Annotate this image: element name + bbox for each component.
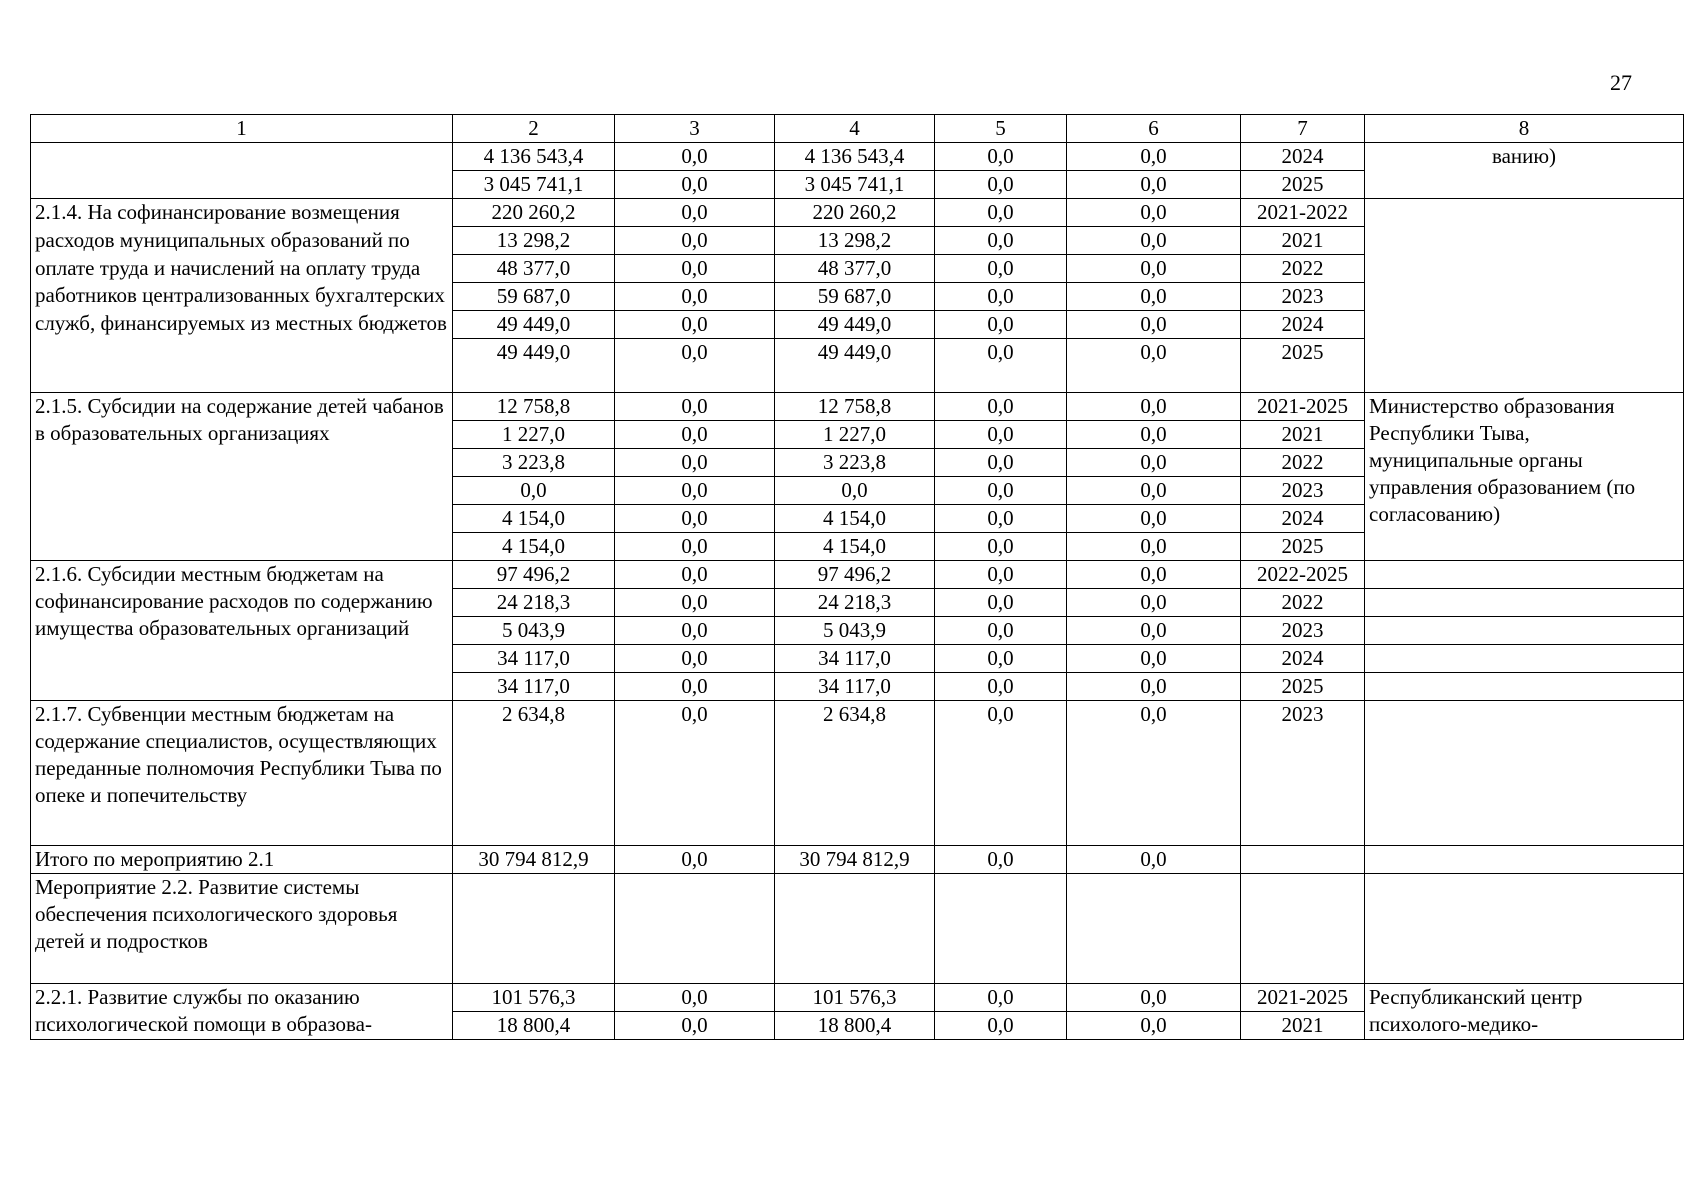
table-cell: 0,0: [935, 846, 1067, 874]
table-cell: 0,0: [615, 421, 775, 449]
table-cell: 4 136 543,4: [775, 143, 935, 171]
table-cell: 2021: [1241, 227, 1365, 255]
page-number: 27: [1610, 70, 1632, 95]
table-cell: 220 260,2: [775, 199, 935, 227]
table-cell: 0,0: [1067, 477, 1241, 505]
table-cell: 0,0: [935, 227, 1067, 255]
table-cell: 0,0: [1067, 589, 1241, 617]
table-row: [31, 846, 1684, 874]
empty-cell: [1365, 561, 1684, 589]
table-cell: 0,0: [1067, 505, 1241, 533]
table-cell: 30 794 812,9: [453, 846, 615, 874]
table-cell: 0,0: [1067, 984, 1241, 1012]
table-row: [31, 984, 1684, 1012]
table-cell: 3 045 741,1: [775, 171, 935, 199]
empty-cell: [1365, 617, 1684, 645]
table-cell: 0,0: [935, 701, 1067, 846]
table-cell: 0,0: [1067, 449, 1241, 477]
header-row: [31, 115, 1684, 143]
table-cell: 2025: [1241, 533, 1365, 561]
table-cell: 0,0: [935, 143, 1067, 171]
item-2-1-5-title: 2.1.5. Субсидии на содержание детей чабанов в образовательных организациях: [31, 393, 453, 561]
table-cell: 0,0: [615, 1012, 775, 1040]
table-cell: 0,0: [615, 311, 775, 339]
table-cell: 2023: [1241, 617, 1365, 645]
table-cell: 5 043,9: [775, 617, 935, 645]
table-cell: 2 634,8: [453, 701, 615, 846]
table-cell: 2025: [1241, 171, 1365, 199]
empty-cell: [1067, 874, 1241, 984]
table-cell: 13 298,2: [775, 227, 935, 255]
table-cell: 49 449,0: [775, 339, 935, 393]
table-cell: 59 687,0: [775, 283, 935, 311]
empty-cell: [1365, 874, 1684, 984]
table-cell: 4 136 543,4: [453, 143, 615, 171]
table-cell: 0,0: [615, 701, 775, 846]
empty-cell: [31, 143, 453, 199]
table-cell: 34 117,0: [453, 673, 615, 701]
table-cell: 0,0: [1067, 227, 1241, 255]
table-cell: 0,0: [615, 561, 775, 589]
table-cell: 34 117,0: [453, 645, 615, 673]
table-cell: 48 377,0: [775, 255, 935, 283]
table-cell: 0,0: [1067, 1012, 1241, 1040]
table-cell: 0,0: [615, 339, 775, 393]
table-cell: 0,0: [935, 255, 1067, 283]
table-cell: 0,0: [935, 533, 1067, 561]
table-row: [31, 143, 1684, 171]
table-cell: 2021-2022: [1241, 199, 1365, 227]
table-cell: 48 377,0: [453, 255, 615, 283]
empty-cell: [935, 874, 1067, 984]
table-cell: 0,0: [935, 171, 1067, 199]
table-cell: 1 227,0: [775, 421, 935, 449]
table-cell: 97 496,2: [453, 561, 615, 589]
item-2-1-7-title: 2.1.7. Субвенции местным бюджетам на содержание специалистов, осуществляющих переданные полномочия Республики Тыва по опеке и попечительству: [31, 701, 453, 846]
table-cell: 0,0: [615, 846, 775, 874]
table-cell: 0,0: [935, 199, 1067, 227]
table-row: [31, 199, 1684, 227]
table-cell: 0,0: [615, 984, 775, 1012]
total-2-1-label: Итого по мероприятию 2.1: [31, 846, 453, 874]
table-cell: 2021: [1241, 1012, 1365, 1040]
table-cell: 59 687,0: [453, 283, 615, 311]
table-cell: 3 223,8: [775, 449, 935, 477]
empty-cell: [1241, 874, 1365, 984]
table-cell: 2021-2025: [1241, 393, 1365, 421]
table-cell: 0,0: [1067, 701, 1241, 846]
budget-table: [30, 114, 1684, 1040]
table-cell: 0,0: [1067, 533, 1241, 561]
table-cell: [1241, 846, 1365, 874]
measure-2-2-label: Мероприятие 2.2. Развитие системы обеспечения психологического здоровья детей и подростков: [31, 874, 453, 984]
table-cell: 0,0: [453, 477, 615, 505]
table-cell: 0,0: [935, 617, 1067, 645]
empty-cell: [1365, 701, 1684, 846]
item-2-1-4-title: 2.1.4. На софинансирование возмещения расходов муниципальных образований по оплате труда и начислений на оплату труда работников централизованных бухгалтерских служб, финансируемых из местных бюджетов: [31, 199, 453, 393]
table-cell: 0,0: [935, 673, 1067, 701]
table-cell: 49 449,0: [453, 311, 615, 339]
table-cell: 0,0: [935, 393, 1067, 421]
table-cell: 34 117,0: [775, 673, 935, 701]
empty-cell: [615, 874, 775, 984]
table-cell: 2023: [1241, 477, 1365, 505]
table-cell: 0,0: [1067, 255, 1241, 283]
empty-cell: [1365, 589, 1684, 617]
table-cell: 0,0: [1067, 339, 1241, 393]
table-cell: 0,0: [1067, 645, 1241, 673]
table-cell: 0,0: [775, 477, 935, 505]
table-cell: 24 218,3: [775, 589, 935, 617]
table-cell: 4 154,0: [775, 505, 935, 533]
table-row: [31, 701, 1684, 846]
table-cell: 5 043,9: [453, 617, 615, 645]
table-cell: 18 800,4: [775, 1012, 935, 1040]
table-cell: 0,0: [615, 645, 775, 673]
header-cell: 7: [1241, 115, 1365, 143]
table-cell: 0,0: [615, 227, 775, 255]
responsible-cell: Министерство образования Республики Тыва, муниципальные органы управления образованием (по согласованию): [1365, 393, 1684, 561]
table-cell: 0,0: [1067, 617, 1241, 645]
table-cell: 101 576,3: [453, 984, 615, 1012]
table-cell: 2024: [1241, 505, 1365, 533]
header-cell: 2: [453, 115, 615, 143]
table-cell: 0,0: [615, 533, 775, 561]
header-cell: 4: [775, 115, 935, 143]
table-cell: 2024: [1241, 645, 1365, 673]
table-cell: 0,0: [1067, 143, 1241, 171]
table-cell: 30 794 812,9: [775, 846, 935, 874]
table-cell: 49 449,0: [775, 311, 935, 339]
table-cell: 0,0: [615, 143, 775, 171]
table-cell: 49 449,0: [453, 339, 615, 393]
table-cell: 0,0: [935, 561, 1067, 589]
table-cell: 0,0: [615, 199, 775, 227]
header-cell: 6: [1067, 115, 1241, 143]
table-cell: 4 154,0: [453, 505, 615, 533]
header-cell: 8: [1365, 115, 1684, 143]
table-cell: 12 758,8: [453, 393, 615, 421]
table-cell: 2022: [1241, 255, 1365, 283]
table-cell: 0,0: [935, 283, 1067, 311]
table-cell: 97 496,2: [775, 561, 935, 589]
table-cell: 3 223,8: [453, 449, 615, 477]
table-cell: 2025: [1241, 673, 1365, 701]
table-cell: 0,0: [615, 477, 775, 505]
table-cell: 0,0: [1067, 311, 1241, 339]
table-cell: 0,0: [615, 449, 775, 477]
table-cell: 101 576,3: [775, 984, 935, 1012]
table-cell: 2024: [1241, 143, 1365, 171]
table-cell: 2021: [1241, 421, 1365, 449]
table-row: [31, 393, 1684, 421]
table-cell: 0,0: [935, 589, 1067, 617]
table-cell: 0,0: [935, 477, 1067, 505]
table-cell: 0,0: [615, 505, 775, 533]
item-2-1-6-title: 2.1.6. Субсидии местным бюджетам на софинансирование расходов по содержанию имущества образовательных организаций: [31, 561, 453, 701]
empty-cell: [775, 874, 935, 984]
table-cell: 0,0: [615, 171, 775, 199]
table-cell: 0,0: [935, 645, 1067, 673]
table-cell: 4 154,0: [453, 533, 615, 561]
table-cell: 0,0: [935, 1012, 1067, 1040]
table-cell: 24 218,3: [453, 589, 615, 617]
header-cell: 3: [615, 115, 775, 143]
table-cell: 0,0: [935, 449, 1067, 477]
table-cell: 2024: [1241, 311, 1365, 339]
table-cell: 0,0: [935, 311, 1067, 339]
table-cell: 2022-2025: [1241, 561, 1365, 589]
table-cell: 13 298,2: [453, 227, 615, 255]
table-cell: 0,0: [1067, 283, 1241, 311]
table-cell: 2022: [1241, 449, 1365, 477]
table-cell: 0,0: [1067, 393, 1241, 421]
table-cell: 0,0: [935, 505, 1067, 533]
table-cell: 2025: [1241, 339, 1365, 393]
table-cell: 0,0: [615, 283, 775, 311]
empty-cell: [1365, 199, 1684, 393]
table-cell: 0,0: [1067, 199, 1241, 227]
table-cell: 2 634,8: [775, 701, 935, 846]
table-cell: 220 260,2: [453, 199, 615, 227]
item-2-2-1-title: 2.2.1. Развитие службы по оказанию психологической помощи в образова-: [31, 984, 453, 1040]
table-cell: 2022: [1241, 589, 1365, 617]
table-cell: 0,0: [935, 421, 1067, 449]
table-cell: 18 800,4: [453, 1012, 615, 1040]
table-cell: 0,0: [615, 673, 775, 701]
table-cell: 3 045 741,1: [453, 171, 615, 199]
header-cell: 5: [935, 115, 1067, 143]
table-cell: 0,0: [615, 255, 775, 283]
table-cell: 34 117,0: [775, 645, 935, 673]
table-cell: 0,0: [1067, 171, 1241, 199]
empty-cell: [1365, 645, 1684, 673]
table-cell: 0,0: [615, 393, 775, 421]
table-cell: 4 154,0: [775, 533, 935, 561]
table-row: [31, 561, 1684, 589]
table-cell: 0,0: [615, 589, 775, 617]
table-cell: 0,0: [1067, 673, 1241, 701]
responsible-cell: Республиканский центр психолого-медико-: [1365, 984, 1684, 1040]
table-cell: 1 227,0: [453, 421, 615, 449]
empty-cell: [1365, 846, 1684, 874]
table-cell: 0,0: [935, 339, 1067, 393]
table-cell: 0,0: [1067, 561, 1241, 589]
table-row: [31, 874, 1684, 984]
table-cell: 0,0: [935, 984, 1067, 1012]
table-cell: 0,0: [1067, 421, 1241, 449]
table-cell: 0,0: [615, 617, 775, 645]
empty-cell: [453, 874, 615, 984]
header-cell: 1: [31, 115, 453, 143]
table-cell: 0,0: [1067, 846, 1241, 874]
responsible-cell: ванию): [1365, 143, 1684, 199]
table-cell: 2023: [1241, 283, 1365, 311]
table-cell: 2023: [1241, 701, 1365, 846]
table-cell: 2021-2025: [1241, 984, 1365, 1012]
table-cell: 12 758,8: [775, 393, 935, 421]
empty-cell: [1365, 673, 1684, 701]
